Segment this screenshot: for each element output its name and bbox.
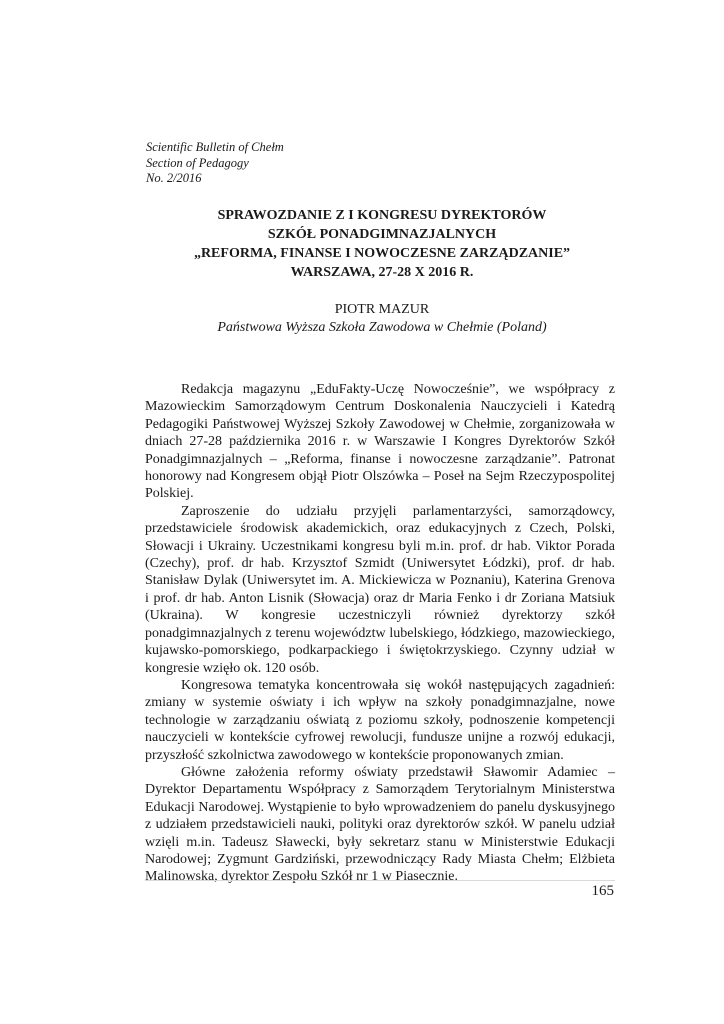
journal-section: Section of Pedagogy (146, 155, 249, 170)
author-name: PIOTR MAZUR (334, 302, 430, 317)
article-body (145, 381, 615, 886)
title-line: WARSZAWA, 27-28 X 2016 R. (290, 265, 474, 280)
journal-name: Scientific Bulletin of Chełm (146, 140, 284, 154)
page-number: 165 (591, 883, 614, 899)
footer-divider (145, 880, 615, 881)
author-affiliation: Państwowa Wyższa Szkoła Zawodowa w Chełmie (Poland) (217, 320, 547, 335)
journal-issue: No. 2/2016 (146, 171, 202, 185)
title-line: SPRAWOZDANIE Z I KONGRESU DYREKTORÓW (217, 208, 547, 223)
body-paragraph: Redakcja magazynu „EduFakty-Uczę Nowocześnie”, we współpracy z Mazowieckim Samorządowym Centrum Doskonalenia Nauczycieli i Katedrą Pedagogiki Państwowej Wyższej Szkoły Zawodowej w Chełmie, zorganizowała w dniach 27-28 października 2016 r. w Warszawie I Kongres Dyrektorów Szkół Ponadgimnazjalnych – „Reforma, finanse i nowoczesne zarządzanie”. Patronat honorowy nad Kongresem objął Piotr Olszówka – Poseł na Sejm Rzeczypospolitej Polskiej. (145, 382, 615, 502)
journal-header (146, 140, 284, 187)
body-paragraph: Kongresowa tematyka koncentrowała się wokół następujących zagadnień: zmiany w systemie oświaty i ich wpływ na szkoły ponadgimnazjalne, nowe technologie w zarządzaniu oświatą z poziomu szkoły, podnoszenie kompetencji nauczycieli w kontekście cyfrowej rewolucji, fundusze unijne a rozwój edukacji, przyszłość szkolnictwa zawodowego w kontekście proponowanych zmian. (145, 677, 615, 763)
title-line: SZKÓŁ PONADGIMNAZJALNYCH (267, 227, 497, 242)
body-paragraph: Główne założenia reformy oświaty przedstawił Sławomir Adamiec – Dyrektor Departamentu Współpracy z Samorządem Terytorialnym Ministerstwa Edukacji Narodowej. Wystąpienie to było wprowadzeniem do panelu dyskusyjnego z udziałem przedstawicieli nauki, polityki oraz dyrektorów szkół. W panelu udział wzięli m.in. Tadeusz Sławecki, były sekretarz stanu w Ministerstwie Edukacji Narodowej; Zygmunt Gardziński, przewodniczący Rady Miasta Chełm; Elżbieta Malinowska, dyrektor Zespołu Szkół nr 1 w Piasecznie. (145, 764, 615, 885)
title-line: „REFORMA, FINANSE I NOWOCZESNE ZARZĄDZANIE” (193, 246, 571, 261)
article-title (120, 206, 644, 282)
body-paragraph: Zaproszenie do udziału przyjęli parlamentarzyści, samorządowcy, przedstawiciele środowisk akademickich, oraz edukacyjnych z Czech, Polski, Słowacji i Ukrainy. Uczestnikami kongresu byli m.in. prof. dr hab. Viktor Porada (Czechy), prof. dr hab. Krzysztof Szmidt (Uniwersytet Łódzki), prof. dr hab. Stanisław Dylak (Uniwersytet im. A. Mickiewicza w Poznaniu), Katerina Grenova i prof. dr hab. Anton Lisnik (Słowacja) oraz dr Maria Fenko i dr Zoriana Matsiuk (Ukraina). W kongresie uczestniczyli również dyrektorzy szkół ponadgimnazjalnych z terenu województw lubelskiego, łódzkiego, mazowieckiego, kujawsko-pomorskiego, podkarpackiego i świętokrzyskiego. Czynny udział w kongresie wzięło ok. 120 osób. (145, 503, 615, 676)
